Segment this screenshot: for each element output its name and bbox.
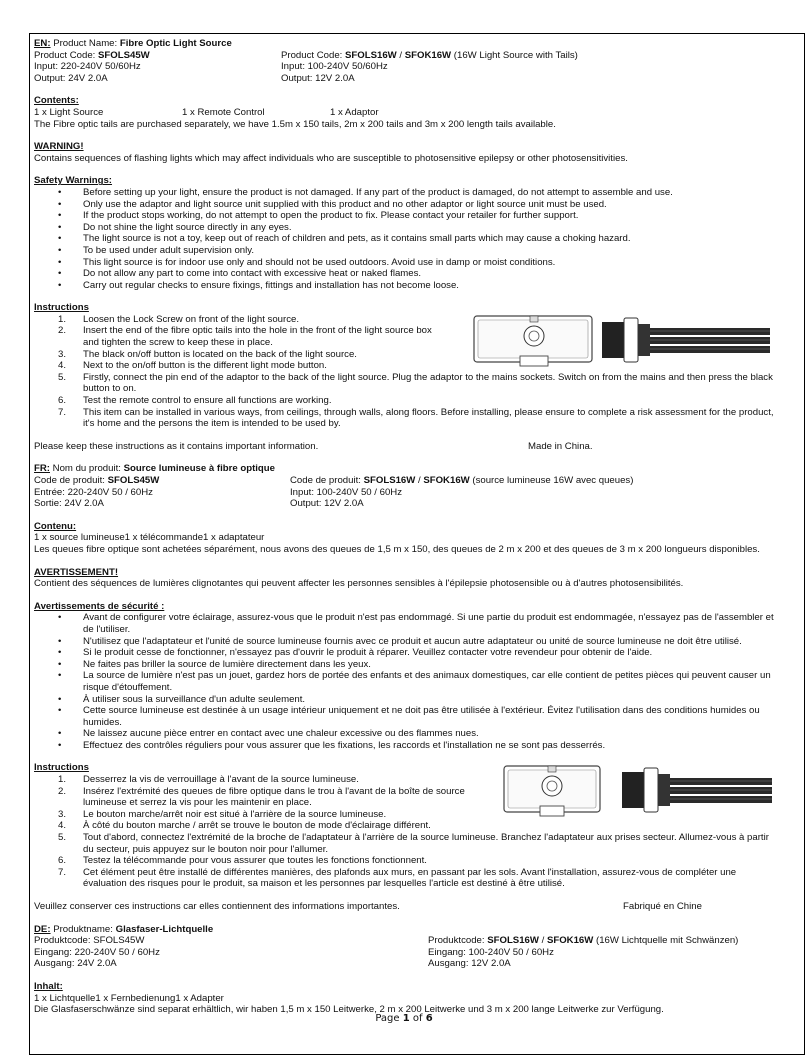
en-left-input: Input: 220-240V 50/60Hz	[34, 61, 141, 73]
list-item: • This light source is for indoor use only and should not be used outdoors. Avoid use in damp or moist conditions.	[34, 257, 774, 269]
list-item: 1. Desserrez la vis de verrouillage à l'avant de la source lumineuse.	[58, 774, 359, 786]
fr-contents-title: Contenu:	[34, 520, 77, 532]
fr-contents-line: 1 x source lumineuse1 x télécommande1 x adaptateur	[34, 532, 265, 544]
en-contents-note: The Fibre optic tails are purchased separately, we have 1.5m x 150 tails, 2m x 200 tails and 3m x 200 length tails available.	[34, 118, 556, 130]
list-item: • À utiliser sous la surveillance d'un adulte seulement.	[34, 694, 774, 706]
en-lang-tag: EN:	[34, 38, 51, 49]
en-code-line	[34, 50, 774, 62]
fr-right-input: Input: 100-240V 50 / 60Hz	[290, 486, 403, 498]
de-left-output: Ausgang: 24V 2.0A	[34, 958, 117, 970]
de-left-input: Eingang: 220-240V 50 / 60Hz	[34, 946, 160, 958]
fr-safety-list	[34, 612, 774, 751]
en-instructions	[34, 302, 774, 430]
de-product-name-label: Produktname:	[53, 923, 113, 935]
en-safety-list	[34, 187, 774, 291]
fr-left-code-label: Code de produit:	[34, 475, 105, 486]
de-output-line	[34, 958, 774, 970]
en-output-line	[34, 73, 774, 85]
footer-of-word: of	[412, 1013, 423, 1024]
fr-warning-title: AVERTISSEMENT!	[34, 566, 119, 578]
list-item: 4. À côté du bouton marche / arrêt se trouve le bouton de mode d'éclairage différent.	[58, 820, 431, 832]
list-item: 6. Test the remote control to ensure all functions are working.	[58, 395, 332, 407]
fr-code-line	[34, 475, 774, 487]
fr-right-output: Output: 12V 2.0A	[290, 498, 364, 510]
fr-product-name-label: Nom du produit:	[52, 463, 121, 475]
en-right-code-label: Product Code:	[281, 49, 343, 61]
fr-contents-note: Les queues fibre optique sont achetées séparément, nous avons des queues de 1,5 m x 150, des queues de 2 m x 200 et des queues de 3 m x 200 longueurs disponibles.	[34, 543, 760, 555]
list-item: • Only use the adaptor and light source unit supplied with this product and no other adaptor or light source unit must be used.	[34, 199, 774, 211]
en-left-code: SFOLS45W	[98, 49, 150, 61]
footer-page-total: 6	[425, 1013, 433, 1024]
fr-left-code: SFOLS45W	[107, 475, 160, 486]
list-item: 7. Cet élément peut être installé de différentes manières, des plafonds aux murs, en passant par les sols. Avant l'installation, assurez-vous de compléter une évaluation des risques pour le produit, sa maison et les personnes par lesquelles l'article est destiné à être utilisé.	[58, 866, 737, 890]
list-item: • Effectuez des contrôles réguliers pour vous assurer que les fixations, les raccords et l'installation ne se sont pas desserrés.	[34, 740, 774, 752]
en-left-output: Output: 24V 2.0A	[34, 72, 108, 84]
list-item: 7. This item can be installed in various ways, from ceilings, through walls, along floors. Before installing, please ensure to complete a risk assessment for the product, it's home and the persons the item is intended to be used by.	[58, 406, 774, 430]
en-keep-line	[34, 441, 774, 453]
list-item: • Do not shine the light source directly in any eyes.	[34, 222, 774, 234]
list-item: 4. Next to the on/off button is the different light mode button.	[58, 360, 327, 372]
list-item: 3. The black on/off button is located on the back of the light source.	[58, 348, 357, 360]
list-item: • The light source is not a toy, keep out of reach of children and pets, as it contains small parts which may cause a choking hazard.	[34, 233, 774, 245]
list-item: • Before setting up your light, ensure the product is not damaged. If any part of the product is damaged, do not attempt to assemble and use.	[34, 187, 774, 199]
list-item: 5. Firstly, connect the pin end of the adaptor to the back of the light source. Plug the adaptor to the mains sockets. Switch on from the mains and then press the black button to on.	[58, 371, 773, 395]
fr-output-line	[34, 498, 774, 510]
en-made-in: Made in China.	[528, 440, 593, 452]
fr-warning-text: Contient des séquences de lumières clignotantes qui peuvent affecter les personnes sensibles à l'épilepsie photosensible ou à d'autres photosensibilités.	[34, 578, 684, 590]
list-item: • If the product stops working, do not attempt to open the product to fix. Please contact your retailer for further support.	[34, 210, 774, 222]
en-keep-text: Please keep these instructions as it contains important information.	[34, 440, 319, 452]
en-contents-item: 1 x Remote Control	[182, 106, 265, 118]
list-item: 1. Loosen the Lock Screw on front of the light source.	[58, 313, 299, 325]
de-right-input: Eingang: 100-240V 50 / 60Hz	[428, 946, 554, 958]
fr-product-name-line	[34, 463, 774, 475]
de-code-line	[34, 935, 774, 947]
page-footer	[0, 1013, 808, 1025]
light-source-illustration	[472, 312, 772, 372]
en-instructions-title: Instructions	[34, 302, 89, 314]
en-right-output: Output: 12V 2.0A	[281, 72, 355, 84]
en-contents-item: 1 x Adaptor	[330, 106, 379, 118]
en-right-code-a: SFOLS16W	[345, 49, 397, 61]
list-item: • N'utilisez que l'adaptateur et l'unité de source lumineuse fournis avec ce produit et aucun autre adaptateur ou unité de source lumineuse ne doit être utilisé.	[34, 636, 774, 648]
en-contents-item: 1 x Light Source	[34, 106, 104, 118]
footer-page-word: Page	[375, 1013, 400, 1024]
fr-lang-tag: FR:	[34, 463, 50, 475]
de-input-line	[34, 947, 774, 959]
en-right-code-sep: /	[396, 49, 405, 61]
page-content	[34, 38, 774, 1016]
fr-left-input: Entrée: 220-240V 50 / 60Hz	[34, 486, 153, 498]
fr-made-in: Fabriqué en Chine	[623, 901, 702, 912]
list-item: • Si le produit cesse de fonctionner, n'essayez pas d'ouvrir le produit à réparer. Veuillez contacter votre revendeur pour obtenir de l'aide.	[34, 647, 774, 659]
de-contents-line: 1 x Lichtquelle1 x Fernbedienung1 x Adapter	[34, 992, 224, 1004]
list-item: • Avant de configurer votre éclairage, assurez-vous que le produit n'est pas endommagé. Si une partie du produit est endommagée, n'essayez pas de l'assembler et de l'utiliser.	[34, 612, 774, 635]
section-de	[34, 924, 774, 1016]
fr-left-output: Sortie: 24V 2.0A	[34, 498, 104, 510]
footer-page-num: 1	[402, 1013, 410, 1024]
fr-keep-text: Veuillez conserver ces instructions car elles contiennent des informations importantes.	[34, 901, 400, 912]
en-right-code-b: SFOK16W	[404, 49, 452, 61]
en-right-code	[281, 50, 578, 62]
de-product-name-line	[34, 924, 774, 936]
list-item: • To be used under adult supervision only.	[34, 245, 774, 257]
de-contents-title: Inhalt:	[34, 980, 63, 992]
de-lang-tag: DE:	[34, 923, 51, 935]
list-item: 2. Insert the end of the fibre optic tails into the hole in the front of the light source box and tighten the screw to keep these in place.	[58, 325, 432, 349]
list-item: • Ne laissez aucune pièce entrer en contact avec une chaleur excessive ou des flammes nues.	[34, 728, 774, 740]
section-en	[34, 38, 774, 452]
fr-instructions-title: Instructions	[34, 762, 89, 774]
list-item: 6. Testez la télécommande pour vous assurer que toutes les fonctions fonctionnent.	[58, 855, 427, 867]
en-product-name-label: Product Name:	[53, 38, 118, 49]
fr-safety-title: Avertissements de sécurité :	[34, 600, 165, 612]
en-input-line	[34, 61, 774, 73]
fr-right-code: Code de produit: SFOLS16W / SFOK16W (source lumineuse 16W avec queues)	[290, 475, 634, 486]
de-right-code: Produktcode: SFOLS16W / SFOK16W (16W Lichtquelle mit Schwänzen)	[428, 935, 739, 947]
en-product-name: Fibre Optic Light Source	[119, 38, 232, 49]
list-item: • Cette source lumineuse est destinée à un usage intérieur uniquement et ne doit pas être utilisée à l'extérieur. Évitez l'utilisation dans des conditions humides ou humides.	[34, 705, 774, 728]
en-product-name-line	[34, 38, 774, 50]
list-item: • Carry out regular checks to ensure fixings, fittings and installation has not become loose.	[34, 280, 774, 292]
en-safety-title: Safety Warnings:	[34, 175, 113, 187]
de-contents-note: Die Glasfaserschwänze sind separat erhältlich, wir haben 1,5 m x 150 Leitwerke, 2 m x 200 Leitwerke und 3 m x 200 lange Leitwerke zur Verfügung.	[34, 1004, 664, 1016]
en-right-code-suffix: (16W Light Source with Tails)	[451, 49, 578, 61]
en-right-input: Input: 100-240V 50/60Hz	[281, 61, 388, 73]
en-contents-items	[34, 107, 774, 119]
en-warning-title: WARNING!	[34, 141, 84, 153]
fr-keep-line	[34, 901, 774, 913]
section-fr	[34, 463, 774, 912]
en-contents-title: Contents:	[34, 95, 79, 107]
fr-product-name: Source lumineuse à fibre optique	[123, 463, 275, 475]
de-product-name: Glasfaser-Lichtquelle	[115, 923, 214, 935]
list-item: • Ne faites pas briller la source de lumière directement dans les yeux.	[34, 659, 774, 671]
list-item: 2. Insérez l'extrémité des queues de fibre optique dans le trou à l'avant de la boîte de source lumineuse et serrez la vis pour les maintenir en place.	[58, 785, 465, 809]
list-item: • La source de lumière n'est pas un jouet, gardez hors de portée des enfants et des animaux domestiques, car elle contient de petites pièces qui peuvent causer un risque d'étouffement.	[34, 670, 774, 693]
en-warning-text: Contains sequences of flashing lights which may affect individuals who are susceptible to photosensitive epilepsy or other photosensitivities.	[34, 152, 628, 164]
en-left-code-label: Product Code:	[34, 49, 96, 61]
fr-instructions	[34, 762, 774, 890]
list-item: 3. Le bouton marche/arrêt noir est situé à l'arrière de la source lumineuse.	[58, 808, 387, 820]
fr-input-line	[34, 487, 774, 499]
list-item: 5. Tout d'abord, connectez l'extrémité de la broche de l'adaptateur à l'arrière de la source lumineuse. Branchez l'adaptateur aux prises secteur. Allumez-vous à partir du secteur, puis appuyez sur le bouton noir pour l'allumer.	[58, 832, 769, 855]
light-source-illustration	[502, 762, 774, 822]
de-right-output: Ausgang: 12V 2.0A	[428, 958, 511, 970]
list-item: • Do not allow any part to come into contact with excessive heat or naked flames.	[34, 268, 774, 280]
de-left-code: Produktcode: SFOLS45W	[34, 935, 145, 947]
